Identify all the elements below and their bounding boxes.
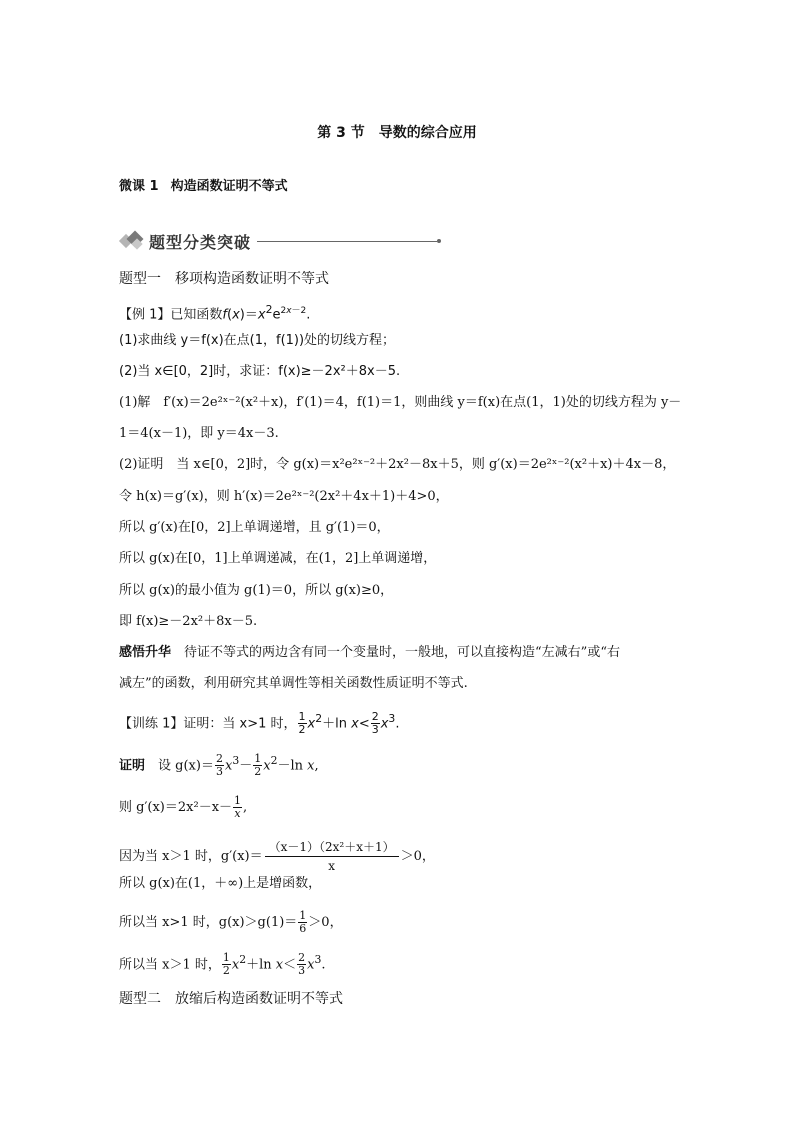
page-title: 第 3 节 导数的综合应用: [317, 125, 477, 141]
example1-q2: (2)当 x∈[0，2]时，求证：f(x)≥－2x²＋8x－5.: [119, 364, 401, 379]
train1-proof4: 所以 g(x)在(1，＋∞)上是增函数，: [119, 876, 322, 891]
example1-stem: 【例 1】已知函数$f(x)=x^2e^{2x-2}$.: [119, 303, 311, 323]
train1-proof3: 因为当 x＞1 时，g′(x)＝ $\frac{\text{（x－1）（2x²＋x＋1）}}{x}$ ＞0，: [119, 840, 435, 873]
diamond-icon: [119, 230, 147, 252]
solution1-line2: 1＝4(x－1)，即 y＝4x－3.: [119, 426, 279, 441]
micro-lesson-title: 微课 1 构造函数证明不等式: [119, 179, 288, 194]
banner-dot: [437, 239, 441, 243]
solution2-line1: (2)证明 当 x∈[0，2]时，令 g(x)＝x²e²ˣ⁻²＋2x²－8x＋5，则 g′(x)＝2e²ˣ⁻²(x²＋x)＋4x－8，: [119, 457, 676, 472]
section-banner: [119, 228, 441, 254]
solution2-line4: 所以 g(x)在[0，1]上单调递减，在(1，2]上单调递增，: [119, 551, 437, 566]
solution2-line2: 令 h(x)＝g′(x)，则 h′(x)＝2e²ˣ⁻²(2x²＋4x＋1)＋4>0，: [119, 489, 449, 504]
solution1-line1: (1)解 f′(x)＝2e²ˣ⁻²(x²＋x)，f′(1)＝4，f(1)＝1，则曲线 y＝f(x)在点(1，1)处的切线方程为 y－: [119, 395, 682, 410]
banner-rule: [257, 241, 437, 242]
train1-stem: 【训练 1】证明：当 x>1 时， $\frac{1}{2}$ $x^2+\ln$ x< $\frac{2}{3}$ $x^3$.: [119, 710, 400, 737]
train1-proof2: 则 g′(x)＝2x²－x－ $\frac{1}{x}$ ,: [119, 794, 248, 820]
train1-proof6: 所以当 x＞1 时， $\frac{1}{2}$ $x^2+\ln$ x＜ $\frac{2}{3}$ $x^3$.: [119, 951, 326, 978]
type1-heading: 题型一 移项构造函数证明不等式: [119, 271, 329, 287]
insight-line1: 感悟升华 待证不等式的两边含有同一个变量时，一般地，可以直接构造“左减右”或“右: [119, 645, 620, 660]
train1-proof5: 所以当 x>1 时，g(x)＞g(1)＝ $\frac{1}{6}$ ＞0，: [119, 909, 343, 935]
insight-line2: 减左”的函数，利用研究其单调性等相关函数性质证明不等式.: [119, 676, 468, 691]
solution2-line5: 所以 g(x)的最小值为 g(1)＝0，所以 g(x)≥0，: [119, 583, 394, 598]
train1-proof1: 证明 设 g(x)＝ $\frac{2}{3}$ $x^3-$ $\frac{1}{2}$ $x^2-\ln$ x,: [119, 752, 319, 779]
solution2-line6: 即 f(x)≥－2x²＋8x－5.: [119, 614, 258, 629]
banner-text: 题型分类突破: [149, 232, 252, 252]
solution2-line3: 所以 g′(x)在[0，2]上单调递增，且 g′(1)＝0，: [119, 520, 390, 535]
type2-heading: 题型二 放缩后构造函数证明不等式: [119, 991, 343, 1007]
example1-q1: (1)求曲线 y＝f(x)在点(1，f(1))处的切线方程；: [119, 333, 396, 348]
